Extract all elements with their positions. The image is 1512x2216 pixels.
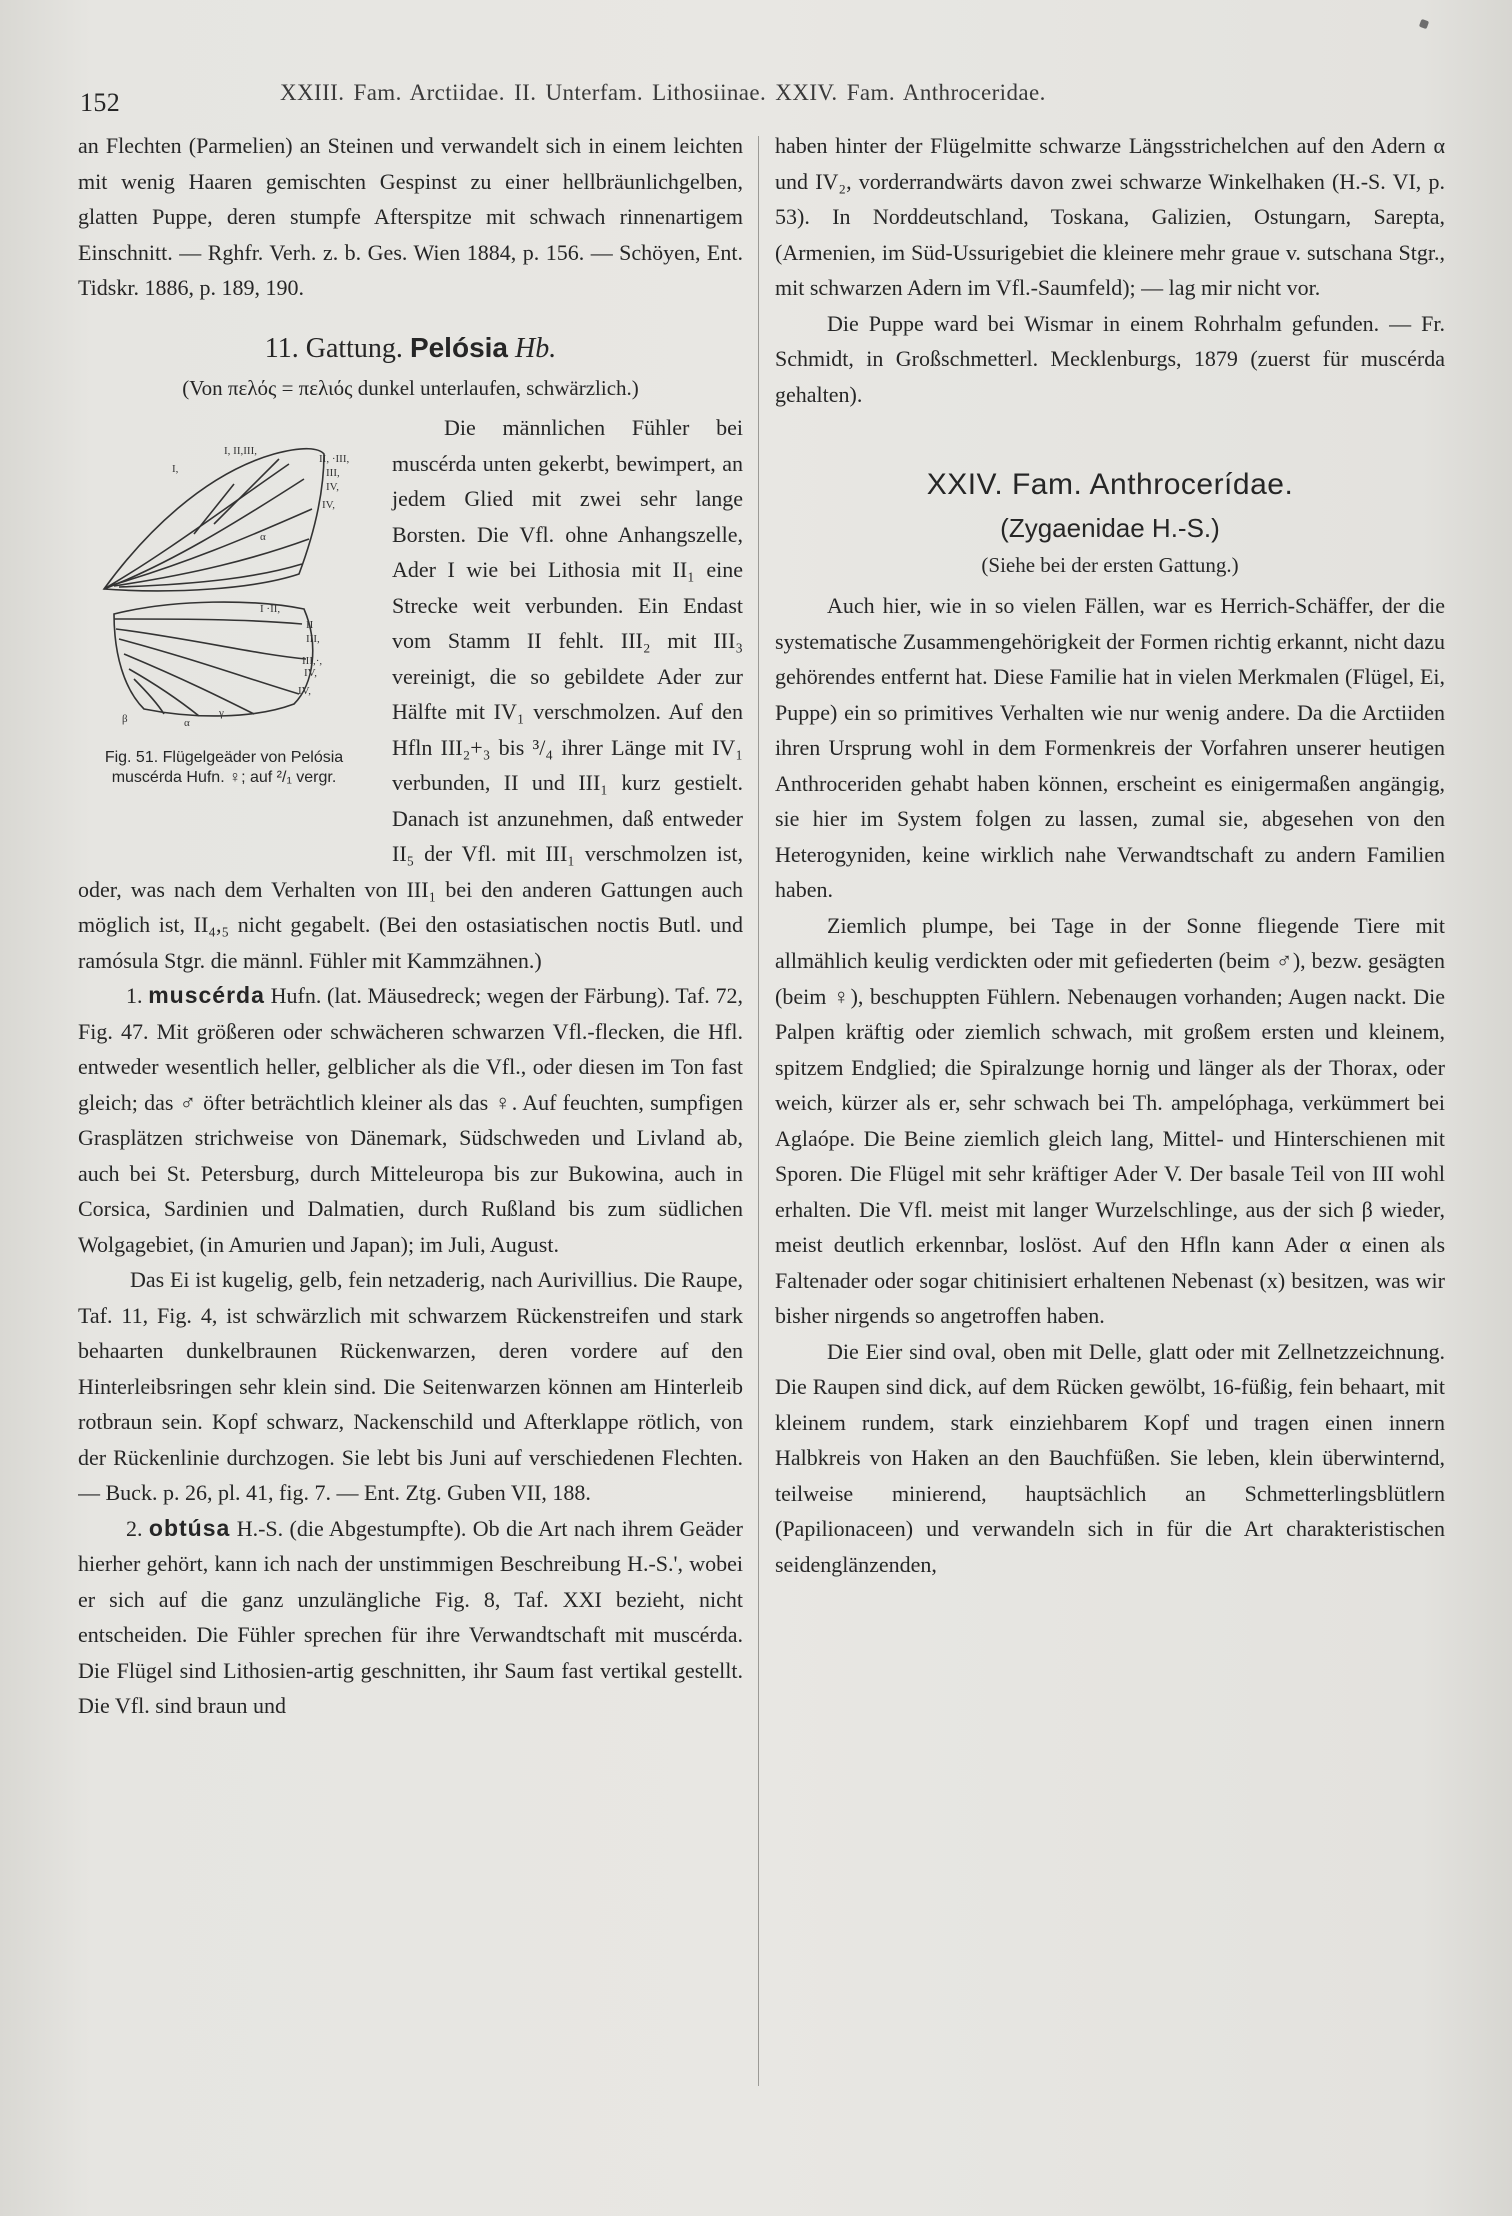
family-subheading: (Zygaenidae H.-S.) bbox=[1000, 513, 1220, 543]
paragraph: Ziemlich plumpe, bei Tage in der Sonne fliegende Tiere mit allmählich keulig verdickten oder mit gefiederten (beim ♂), bezw. gesägten (beim ♀), beschuppten Fühlern. Nebenaugen vorhanden; Augen nackt. Die Palpen kräftig oder ziemlich schwach, mit großem ersten und kleinem, spitzem Endglied; die Spiralzunge hornig und länger als der Thorax, oder weich, kürzer als er, sehr schwach bei Th. ampelóphaga, verkümmert bei Aglaópe. Die Beine ziemlich gleich lang, Mittel- und Hinterschienen mit Sporen. Die Flügel mit sehr kräftiger Ader V. Der basale Teil von III wohl erhalten. Die Vfl. meist mit langer Wurzelschlinge, aus der sich β wieder, meist deutlich erkennbar, loslöst. Auf den Hfln kann Ader α einen als Faltenader oder sogar chitinisiert erhaltenen Nebenast (x) besitzen, was wir bisher nirgends so angetroffen haben. bbox=[775, 912, 1445, 1328]
species-number: 2. bbox=[126, 1515, 143, 1541]
paragraph: Die Eier sind oval, oben mit Delle, glatt oder mit Zellnetzzeichnung. Die Raupen sind dick, auf dem Rücken gewölbt, 16-füßig, fein behaart, mit kleinem rundem, stark einziehbarem Kopf und tragen einen innern Halbkreis von Haken an den Bauchfüßen. Sie leben, klein überwinternd, teilweise minierend, hauptsächlich an Schmetterlingsblütlern (Papilionaceen) und verwandeln sich in für die Art charakteristischen seidenglänzenden, bbox=[775, 1338, 1445, 1577]
genus-heading bbox=[78, 326, 743, 371]
svg-text:α: α bbox=[184, 717, 190, 729]
right-column bbox=[775, 128, 1445, 2188]
species-text: Hufn. (lat. Mäusedreck; wegen der Färbung). Taf. 72, Fig. 47. Mit größeren oder schwächeren schwarzen Vfl.-flecken, die Hfl. entweder wesentlich heller, gelblicher als die Vfl., oder diesen im Ton fast gleich; das ♂ öfter beträchtlich kleiner als das ♀. Auf feuchten, sumpfigen Grasplätzen strichweise von Dänemark, Südschweden und Livland ab, auch bei St. Petersburg, durch Mitteleuropa bis zur Bukowina, auch in Corsica, Sardinien und Dalmatien, durch Rußland bis zum südlichen Wolgagebiet, (in Amurien und Japan); im Juli, August. bbox=[78, 983, 743, 1257]
species-entry bbox=[78, 1511, 743, 1724]
wing-venation-figure bbox=[78, 414, 374, 842]
species-name: obtúsa bbox=[148, 1514, 231, 1541]
page-mark bbox=[1419, 19, 1429, 29]
paragraph: haben hinter der Flügelmitte schwarze Längsstrichelchen auf den Adern α und IV₂, vorderrandwärts davon zwei schwarze Winkelhaken (H.-S. VI, p. 53). In Norddeutschland, Toskana, Galizien, Ostungarn, Sarepta, (Armenien, im Süd-Ussurigebiet die kleinere mehr graue v. sutschana Stgr., mit schwarzen Adern im Vfl.-Saumfeld); — lag mir nicht vor. bbox=[775, 133, 1445, 300]
etymology: (Von πελός = πελιός dunkel unterlaufen, schwärzlich.) bbox=[182, 375, 639, 400]
paragraph: an Flechten (Parmelien) an Steinen und verwandelt sich in einem leichten mit wenig Haaren gemischten Gespinst zu einer hellbräunlichgelben, glatten Puppe, deren stumpfe Afterspitze mit schwach rinnenartigem Einschnitt. — Rghfr. Verh. z. b. Ges. Wien 1884, p. 156. — Schöyen, Ent. Tidskr. 1886, p. 189, 190. bbox=[78, 133, 743, 300]
svg-text:α: α bbox=[260, 531, 266, 543]
genus-number: 11. Gattung. bbox=[264, 332, 403, 364]
family-note: (Siehe bei der ersten Gattung.) bbox=[981, 553, 1239, 577]
wing-venation-diagram bbox=[78, 414, 374, 744]
svg-text:I, II,III,: I, II,III, bbox=[224, 445, 257, 457]
svg-text:γ: γ bbox=[219, 707, 224, 719]
svg-text:III,: III, bbox=[326, 467, 340, 479]
svg-text:III,·,: III,·, bbox=[302, 655, 323, 667]
svg-text:IV,: IV, bbox=[322, 499, 335, 511]
left-column bbox=[78, 128, 743, 2188]
svg-text:IV,: IV, bbox=[326, 481, 339, 493]
paragraph: Auch hier, wie in so vielen Fällen, war es Herrich-Schäffer, der die systematische Zusammengehörigkeit der Formen richtig erkannt, nicht dazu gehörendes entfernt hat. Diese Familie hat in vielen Merkmalen (Flügel, Ei, Puppe) ein so primitives Verhalten wie nur wenig andere. Da die Arctiiden ihren Ursprung wohl in dem Formenkreis der Vorfahren unserer heutigen Anthroceriden gehabt haben können, erscheint es einigermaßen angängig, sie hier im System folgen zu lassen, zumal sie, abgesehen von den Heterogyniden, keine wirklich nahe Verwandtschaft zu andern Familien haben. bbox=[775, 593, 1445, 902]
running-title: XXIII. Fam. Arctiidae. II. Unterfam. Lithosiinae. XXIV. Fam. Anthroceridae. bbox=[280, 80, 1046, 105]
species-name: muscérda bbox=[148, 982, 265, 1008]
genus-name: Pelósia bbox=[409, 331, 508, 363]
paragraph: Das Ei ist kugelig, gelb, fein netzaderig, nach Aurivillius. Die Raupe, Taf. 11, Fig. 4, ist schwärzlich mit schwarzem Rückenstreifen und stark behaarten dunkelbraunen Rückenwarzen, deren vordere auf den Hinterleibsringen sehr klein sind. Die Seitenwarzen können am Hinterleib rotbraun sein. Kopf schwarz, Nackenschild und Afterklappe rötlich, von der Rückenlinie durchzogen. Sie lebt bis Juni auf verschiedenen Flechten. — Buck. p. 26, pl. 41, fig. 7. — Ent. Ztg. Guben VII, 188. bbox=[78, 1267, 743, 1505]
svg-text:IV,: IV, bbox=[304, 667, 317, 679]
svg-text:II, ·III,: II, ·III, bbox=[319, 453, 350, 465]
figure-caption: Fig. 51. Flügelgeäder von Pelósia muscérda Hufn. ♀; auf ²/₁ vergr. bbox=[104, 749, 344, 786]
paragraph: Die männlichen Fühler bei muscérda unten gekerbt, bewimpert, an jedem Glied mit zwei sehr lange Borsten. Die Vfl. ohne Anhangszelle, Ader I wie bei Lithosia mit II₁ eine Strecke weit verbunden. Ein Endast vom Stamm II fehlt. III₂ mit III₃ vereinigt, die so gebildete Ader zur Hälfte mit IV₁ verschmolzen. Auf den Hfln III₂+₃ bis ³/₄ ihrer Länge mit IV₁ verbunden, II und III₁ kurz gestielt. Danach ist anzunehmen, daß entweder II₅ der Vfl. mit III₁ verschmolzen ist, oder, was nach dem Verhalten von III₁ bei den anderen Gattungen auch möglich ist, II₄,₅ nicht gegabelt. (Bei den ostasiatischen noctis Butl. und ramósula Stgr. die männl. Fühler mit Kammzähnen.) bbox=[78, 415, 743, 973]
genus-author: Hb. bbox=[515, 332, 557, 364]
svg-text:IV,: IV, bbox=[298, 685, 311, 697]
svg-text:III,: III, bbox=[306, 633, 320, 645]
svg-text:I,: I, bbox=[172, 463, 179, 475]
running-head bbox=[80, 80, 1470, 116]
family-heading: XXIV. Fam. Anthrocerídae. bbox=[926, 468, 1294, 501]
svg-text:I ·II,: I ·II, bbox=[260, 603, 281, 615]
species-entry bbox=[78, 978, 743, 1262]
svg-text:II: II bbox=[306, 619, 314, 631]
svg-text:β: β bbox=[122, 713, 128, 725]
species-text: H.-S. (die Abgestumpfte). Ob die Art nach ihrem Geäder hierher gehört, kann ich nach der unstimmigen Beschreibung H.-S.', wobei er sich auf die ganz unzulängliche Fig. 8, Taf. XXI bezieht, nicht entscheiden. Die Fühler sprechen für ihre Verwandtschaft mit muscérda. Die Flügel sind Lithosien-artig geschnitten, ihr Saum fast vertikal gestellt. Die Vfl. sind braun und bbox=[78, 1515, 743, 1718]
paragraph: Die Puppe ward bei Wismar in einem Rohrhalm gefunden. — Fr. Schmidt, in Großschmetterl. Mecklenburgs, 1879 (zuerst für muscérda gehalten). bbox=[775, 310, 1445, 407]
species-number: 1. bbox=[126, 983, 143, 1008]
column-rule bbox=[758, 136, 759, 2086]
page-number: 152 bbox=[80, 88, 121, 117]
